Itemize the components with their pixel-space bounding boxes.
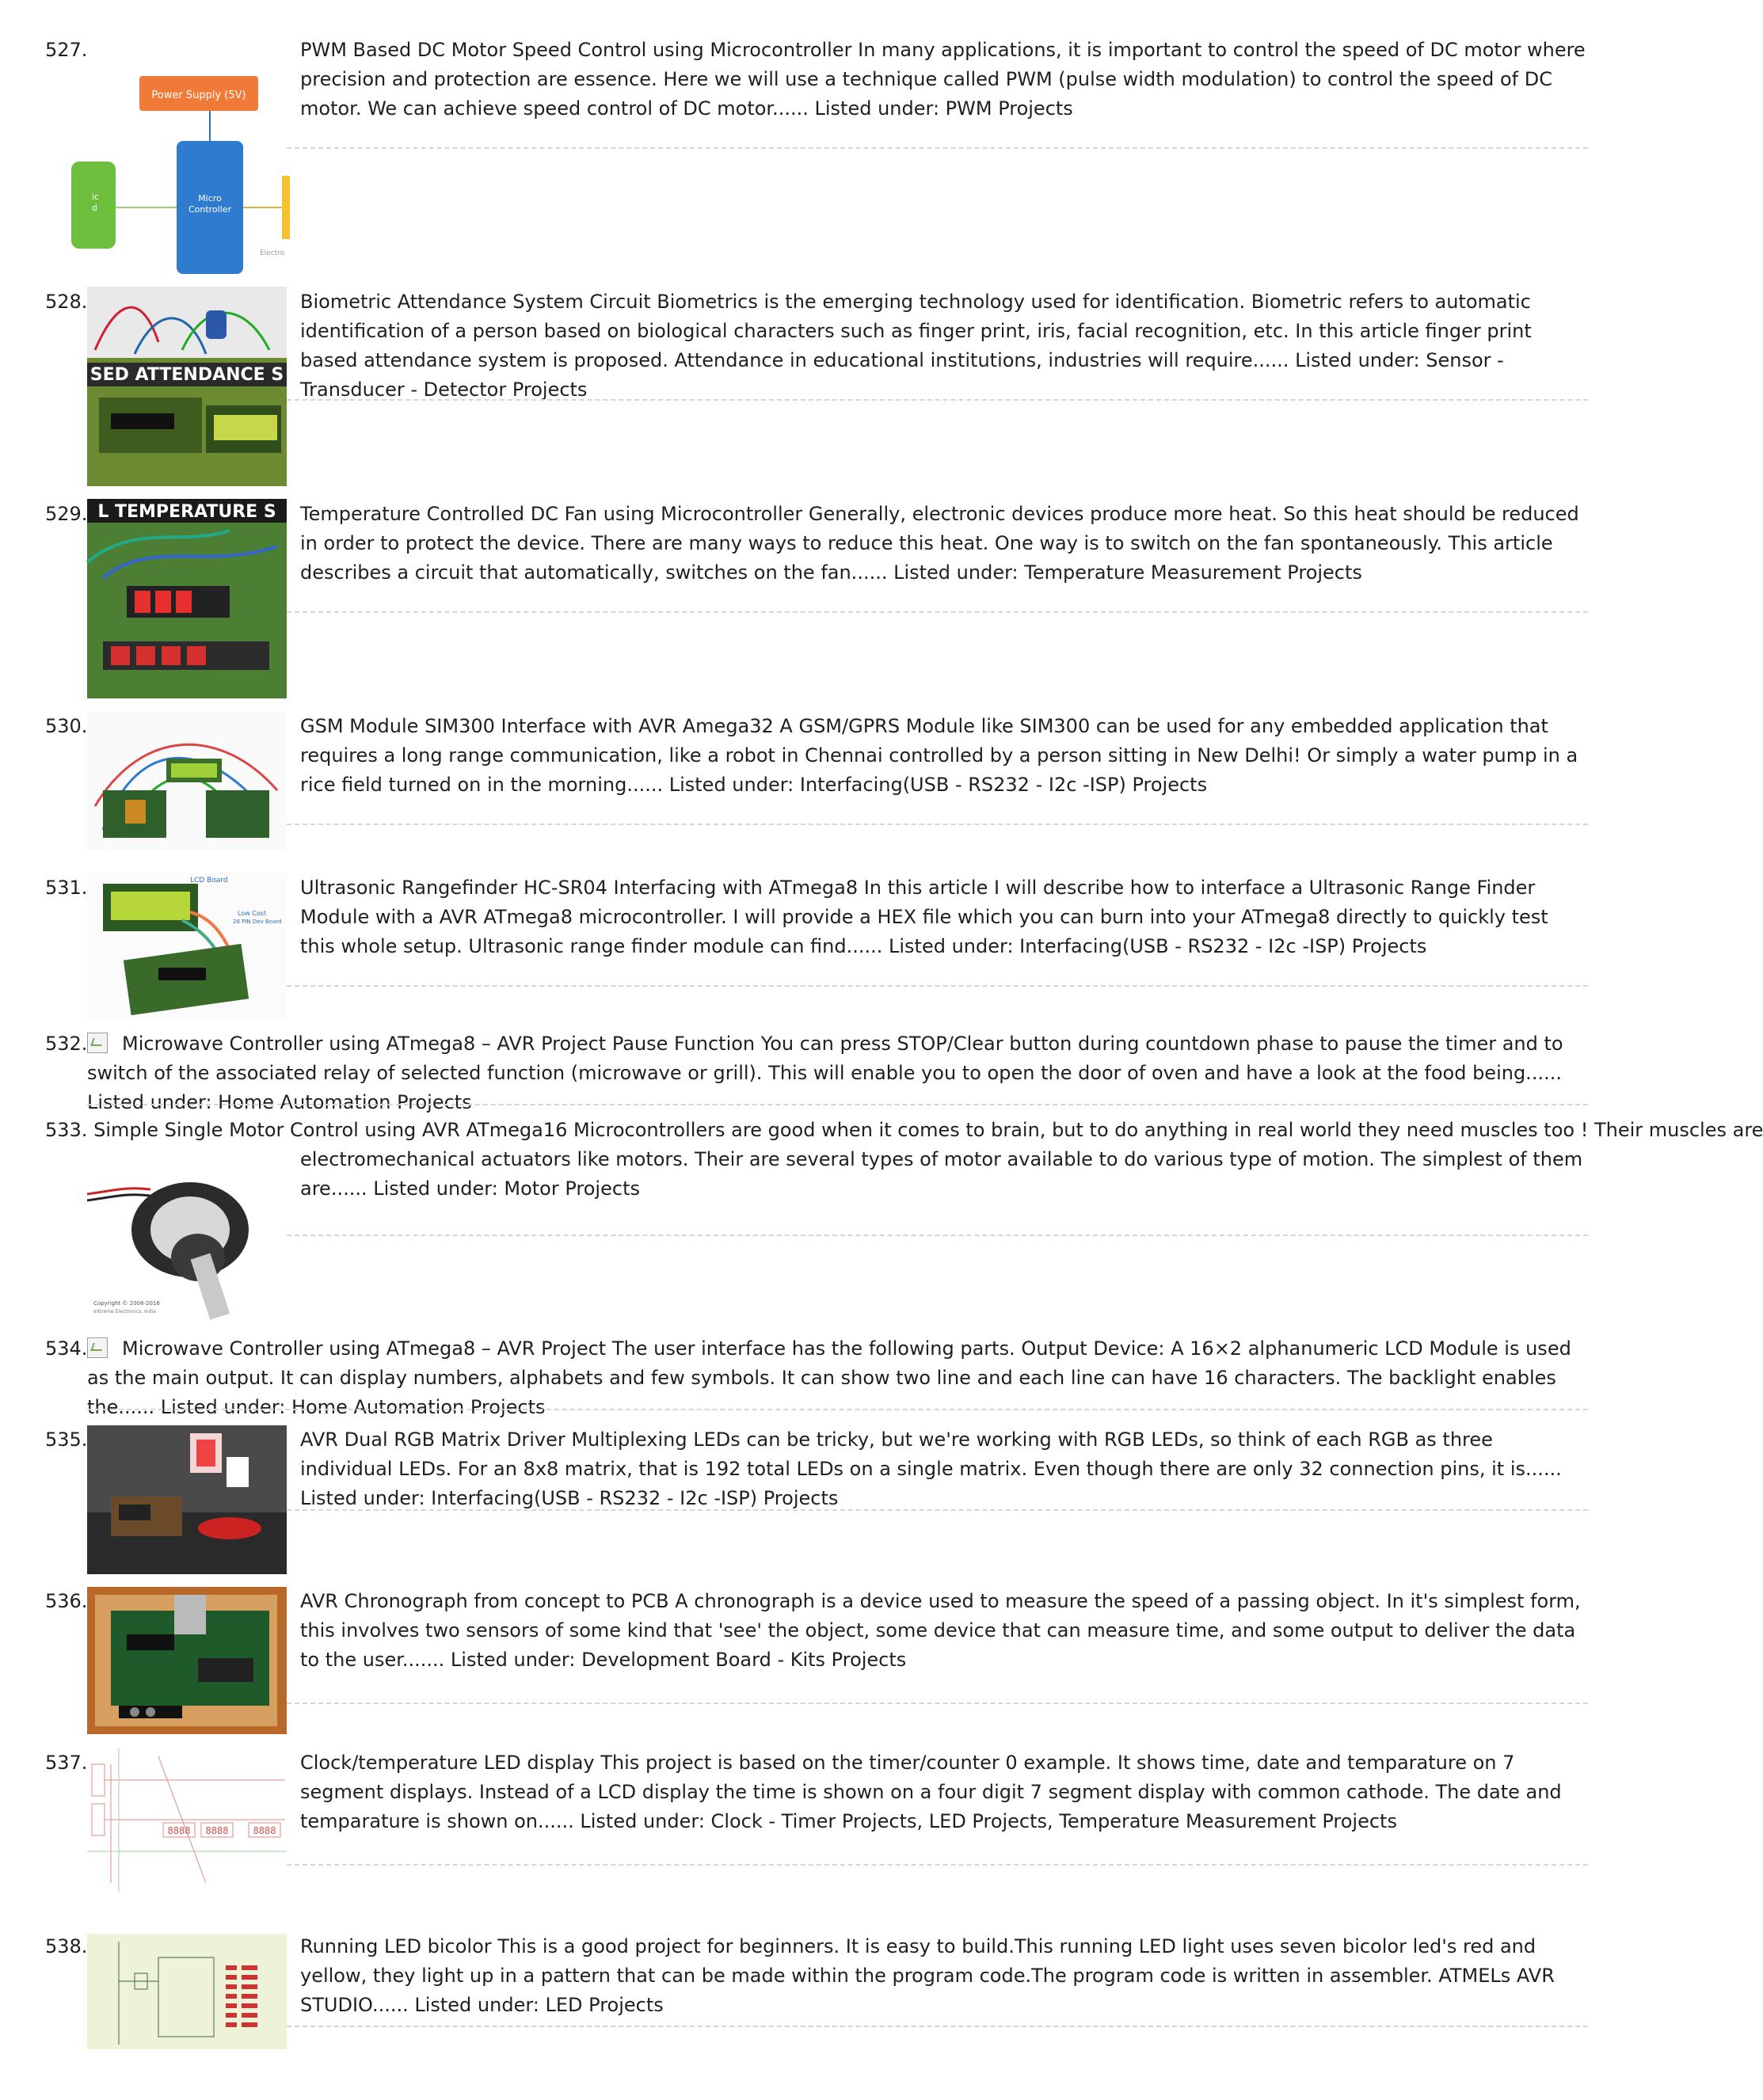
item-description: Clock/temperature LED display This project is based on the timer/counter 0 example. It shows time, date and temparature on 7 segment displays. Instead of a LCD display the time is shown on a four digit 7 segment display with common cathode. The date and temparature is shown on...... Listed under: Clock - Timer Projects, LED Projects, Temperature Measurement Projects <box>300 1752 1562 1832</box>
svg-text:d: d <box>92 203 97 213</box>
item-description: Ultrasonic Rangefinder HC-SR04 Interfacing with ATmega8 In this article I will describe how to interface a Ultrasonic Range Finder Module with a AVR ATmega8 microcontroller. I will provide a HEX file which you can burn into your ATmega8 directly to quickly test this whole setup. Ultrasonic range finder module can find...... Listed under: Interfacing(USB - RS232 - I2c -ISP) Projects <box>300 877 1548 957</box>
thumb-banner: SED ATTENDANCE S <box>89 365 284 385</box>
svg-text:Copyright © 2008-2016: Copyright © 2008-2016 <box>93 1300 160 1307</box>
svg-text:28 PIN Dev Board: 28 PIN Dev Board <box>233 919 282 925</box>
divider <box>287 147 1588 149</box>
svg-text:8888: 8888 <box>205 1825 229 1836</box>
svg-text:Micro: Micro <box>198 193 222 204</box>
svg-text:eXtreme Electronics, India: eXtreme Electronics, India <box>93 1309 156 1314</box>
item-description: Microwave Controller using ATmega8 – AVR Project The user interface has the following parts. Output Device: A 16×2 alphanumeric LCD Module is used as the main output. It can display numbers, alphabets and few symbols. It can show two line and each line can have 16 characters. The backlight enables the...... Listed under: Home Automation Projects <box>87 1337 1571 1418</box>
svg-text:ic: ic <box>92 192 100 202</box>
item-number: 533. <box>45 1119 88 1141</box>
divider <box>287 1702 1588 1704</box>
project-thumbnail[interactable] <box>87 287 287 486</box>
item-description: electromechanical actuators like motors. Their are several types of motor available to do various type of motion. The simplest of them are...... Listed under: Motor Projects <box>300 1148 1583 1200</box>
svg-text:Electro: Electro <box>260 249 285 257</box>
item-number: 536. <box>45 1590 88 1612</box>
item-number: 527. <box>45 39 88 61</box>
broken-image-icon[interactable] <box>87 1033 108 1053</box>
svg-text:8888: 8888 <box>167 1825 191 1836</box>
project-thumbnail[interactable] <box>87 1425 287 1574</box>
divider <box>287 611 1588 613</box>
item-number: 531. <box>45 877 88 899</box>
item-description: Running LED bicolor This is a good project for beginners. It is easy to build.This running LED light uses seven bicolor led's red and yellow, they light up in a pattern that can be made within the program code.The program code is written in assembler. ATMELs AVR STUDIO...... Listed under: LED Projects <box>300 1935 1555 2016</box>
divider <box>87 1409 1588 1410</box>
divider <box>287 1864 1588 1866</box>
svg-text:Low Cost: Low Cost <box>238 910 267 917</box>
item-number: 535. <box>45 1429 88 1451</box>
project-thumbnail[interactable] <box>87 1748 287 1893</box>
divider <box>287 1509 1588 1511</box>
divider <box>287 824 1588 825</box>
project-thumbnail[interactable] <box>87 1934 287 2049</box>
project-thumbnail[interactable] <box>87 65 287 274</box>
item-number: 532. <box>45 1033 88 1055</box>
divider <box>287 1235 1588 1236</box>
broken-image-icon[interactable] <box>87 1337 108 1358</box>
divider <box>287 985 1588 987</box>
svg-text:LCD Board: LCD Board <box>190 877 228 885</box>
project-thumbnail[interactable] <box>87 711 287 850</box>
item-description: AVR Chronograph from concept to PCB A chronograph is a device used to measure the speed of a passing object. In it's simplest form, this involves two sensors of some kind that 'see' the object, some device that can measure time, and some output to deliver the data to the user....... Listed under: Development Board - Kits Projects <box>300 1590 1581 1671</box>
thumb-banner: L TEMPERATURE S <box>97 502 276 522</box>
item-number: 529. <box>45 503 88 525</box>
item-number: 537. <box>45 1752 88 1774</box>
svg-text:Controller: Controller <box>188 204 232 215</box>
thumb-label: Power Supply (5V) <box>151 89 246 101</box>
item-number: 530. <box>45 715 88 737</box>
item-first-line: 533. Simple Single Motor Control using AVR ATmega16 Microcontrollers are good when it comes to brain, but to do anything in real world they need muscles too ! Their muscles are <box>45 1119 1763 1141</box>
item-number: 538. <box>45 1935 88 1957</box>
item-description: Biometric Attendance System Circuit Biometrics is the emerging technology used for identification. Biometric refers to automatic identification of a person based on biological characters such as finger print, iris, facial recognition, etc. In this article finger print based attendance system is proposed. Attendance in educational institutions, industries will require...... Listed under: Sensor - Transducer - Detector Projects <box>300 291 1532 401</box>
item-description: PWM Based DC Motor Speed Control using Microcontroller In many applications, it is important to control the speed of DC motor where precision and protection are essence. Here we will use a technique called PWM (pulse width modulation) to control the speed of DC motor. We can achieve speed control of DC motor...... Listed under: PWM Projects <box>300 39 1586 120</box>
item-description: Microwave Controller using ATmega8 – AVR Project Pause Function You can press STOP/Clear button during countdown phase to pause the timer and to switch of the associated relay of selected function (microwave or grill). This will enable you to open the door of oven and have a look at the food being...... Listed under: Home Automation Projects <box>87 1033 1563 1113</box>
divider <box>287 2026 1588 2027</box>
item-description: AVR Dual RGB Matrix Driver Multiplexing LEDs can be tricky, but we're working with RGB LEDs, so think of each RGB as three individual LEDs. For an 8x8 matrix, that is 192 total LEDs on a single matrix. Even though there are only 32 connection pins, it is...... Listed under: Interfacing(USB - RS232 - I2c -ISP) Projects <box>300 1429 1562 1509</box>
divider <box>87 1104 1588 1105</box>
project-thumbnail[interactable] <box>87 499 287 698</box>
item-number: 528. <box>45 291 88 313</box>
item-description: Temperature Controlled DC Fan using Microcontroller Generally, electronic devices produce more heat. So this heat should be reduced in order to protect the device. There are many ways to reduce this heat. One way is to switch on the fan spontaneously. This article describes a circuit that automatically, switches on the fan...... Listed under: Temperature Measurement Projects <box>300 503 1579 584</box>
svg-text:8888: 8888 <box>253 1825 276 1836</box>
item-number: 534. <box>45 1337 88 1360</box>
project-thumbnail[interactable] <box>87 873 287 1020</box>
divider <box>287 399 1588 401</box>
item-description: GSM Module SIM300 Interface with AVR Amega32 A GSM/GPRS Module like SIM300 can be used for any embedded application that requires a long range communication, like a robot in Chennai controlled by a person sitting in New Delhi! Or simply a water pump in a rice field turned on in the morning...... Listed under: Interfacing(USB - RS232 - I2c -ISP) Projects <box>300 715 1578 796</box>
project-thumbnail[interactable] <box>87 1162 287 1326</box>
project-thumbnail[interactable] <box>87 1587 287 1734</box>
